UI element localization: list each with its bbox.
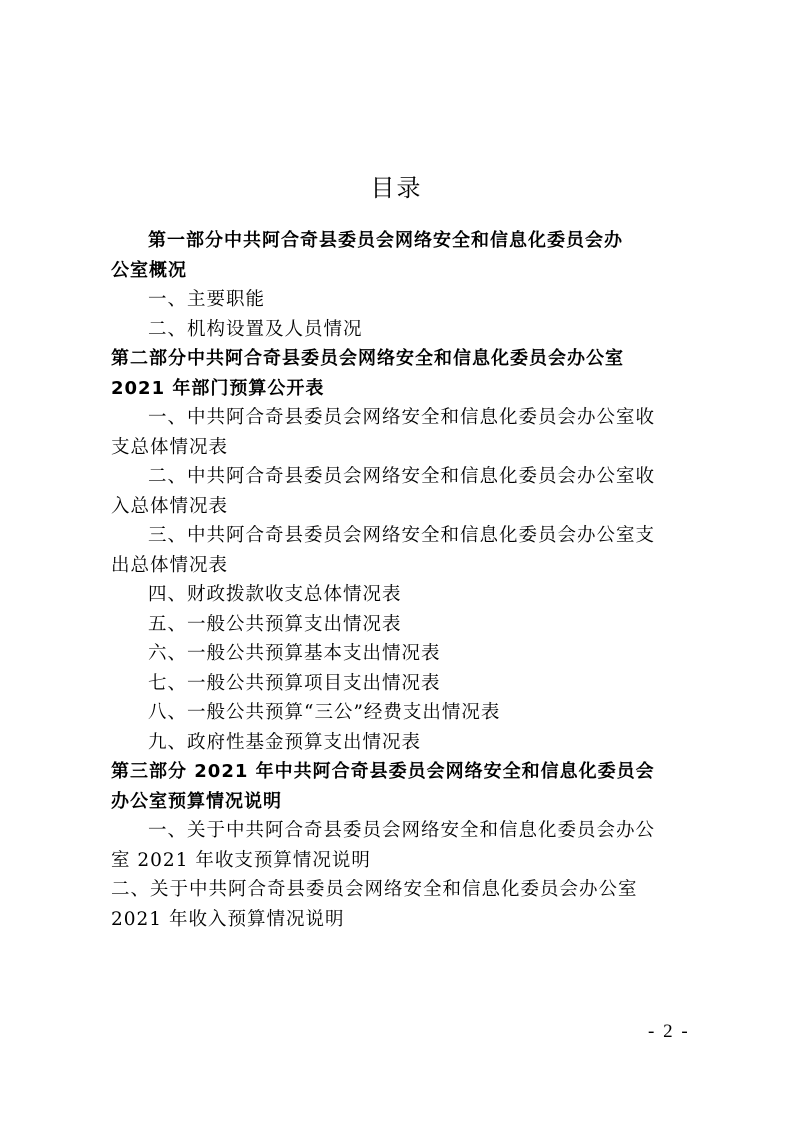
toc-item[interactable]: 一、主要职能 (148, 289, 266, 310)
toc-part3-heading-cont[interactable]: 办公室预算情况说明 (111, 790, 282, 812)
page-number: - 2 - (648, 1021, 690, 1042)
toc-item-cont[interactable]: 2021 年收入预算情况说明 (111, 908, 345, 930)
table-of-contents (111, 226, 701, 934)
toc-item[interactable]: 一、关于中共阿合奇县委员会网络安全和信息化委员会办公 (148, 820, 656, 841)
toc-item[interactable]: 四、财政拨款收支总体情况表 (148, 584, 402, 605)
toc-item[interactable]: 二、中共阿合奇县委员会网络安全和信息化委员会办公室收 (148, 466, 656, 487)
toc-item[interactable]: 六、一般公共预算基本支出情况表 (148, 643, 441, 664)
toc-item-cont[interactable]: 出总体情况表 (111, 554, 229, 576)
toc-item-cont[interactable]: 入总体情况表 (111, 495, 229, 517)
page-title: 目录 (370, 174, 423, 202)
toc-item-cont[interactable]: 支总体情况表 (111, 436, 229, 458)
toc-part1-heading-cont[interactable]: 公室概况 (111, 259, 187, 281)
toc-item[interactable]: 八、一般公共预算“三公”经费支出情况表 (148, 702, 501, 723)
toc-item[interactable]: 五、一般公共预算支出情况表 (148, 613, 402, 635)
toc-item[interactable]: 一、中共阿合奇县委员会网络安全和信息化委员会办公室收 (148, 407, 656, 428)
toc-part2-heading-cont[interactable]: 2021 年部门预算公开表 (111, 377, 325, 399)
toc-item[interactable]: 三、中共阿合奇县委员会网络安全和信息化委员会办公室支 (148, 525, 656, 546)
toc-part2-heading[interactable]: 第二部分中共阿合奇县委员会网络安全和信息化委员会办公室 (111, 348, 624, 369)
toc-item[interactable]: 九、政府性基金预算支出情况表 (148, 731, 422, 753)
toc-part3-heading[interactable]: 第三部分 2021 年中共阿合奇县委员会网络安全和信息化委员会 (111, 761, 655, 782)
toc-item[interactable]: 二、机构设置及人员情况 (148, 318, 363, 340)
toc-item[interactable]: 二、关于中共阿合奇县委员会网络安全和信息化委员会办公室 (111, 879, 638, 900)
toc-item[interactable]: 七、一般公共预算项目支出情况表 (148, 672, 441, 694)
toc-item-cont[interactable]: 室 2021 年收支预算情况说明 (111, 849, 371, 871)
toc-part1-heading[interactable]: 第一部分中共阿合奇县委员会网络安全和信息化委员会办 (148, 230, 623, 251)
